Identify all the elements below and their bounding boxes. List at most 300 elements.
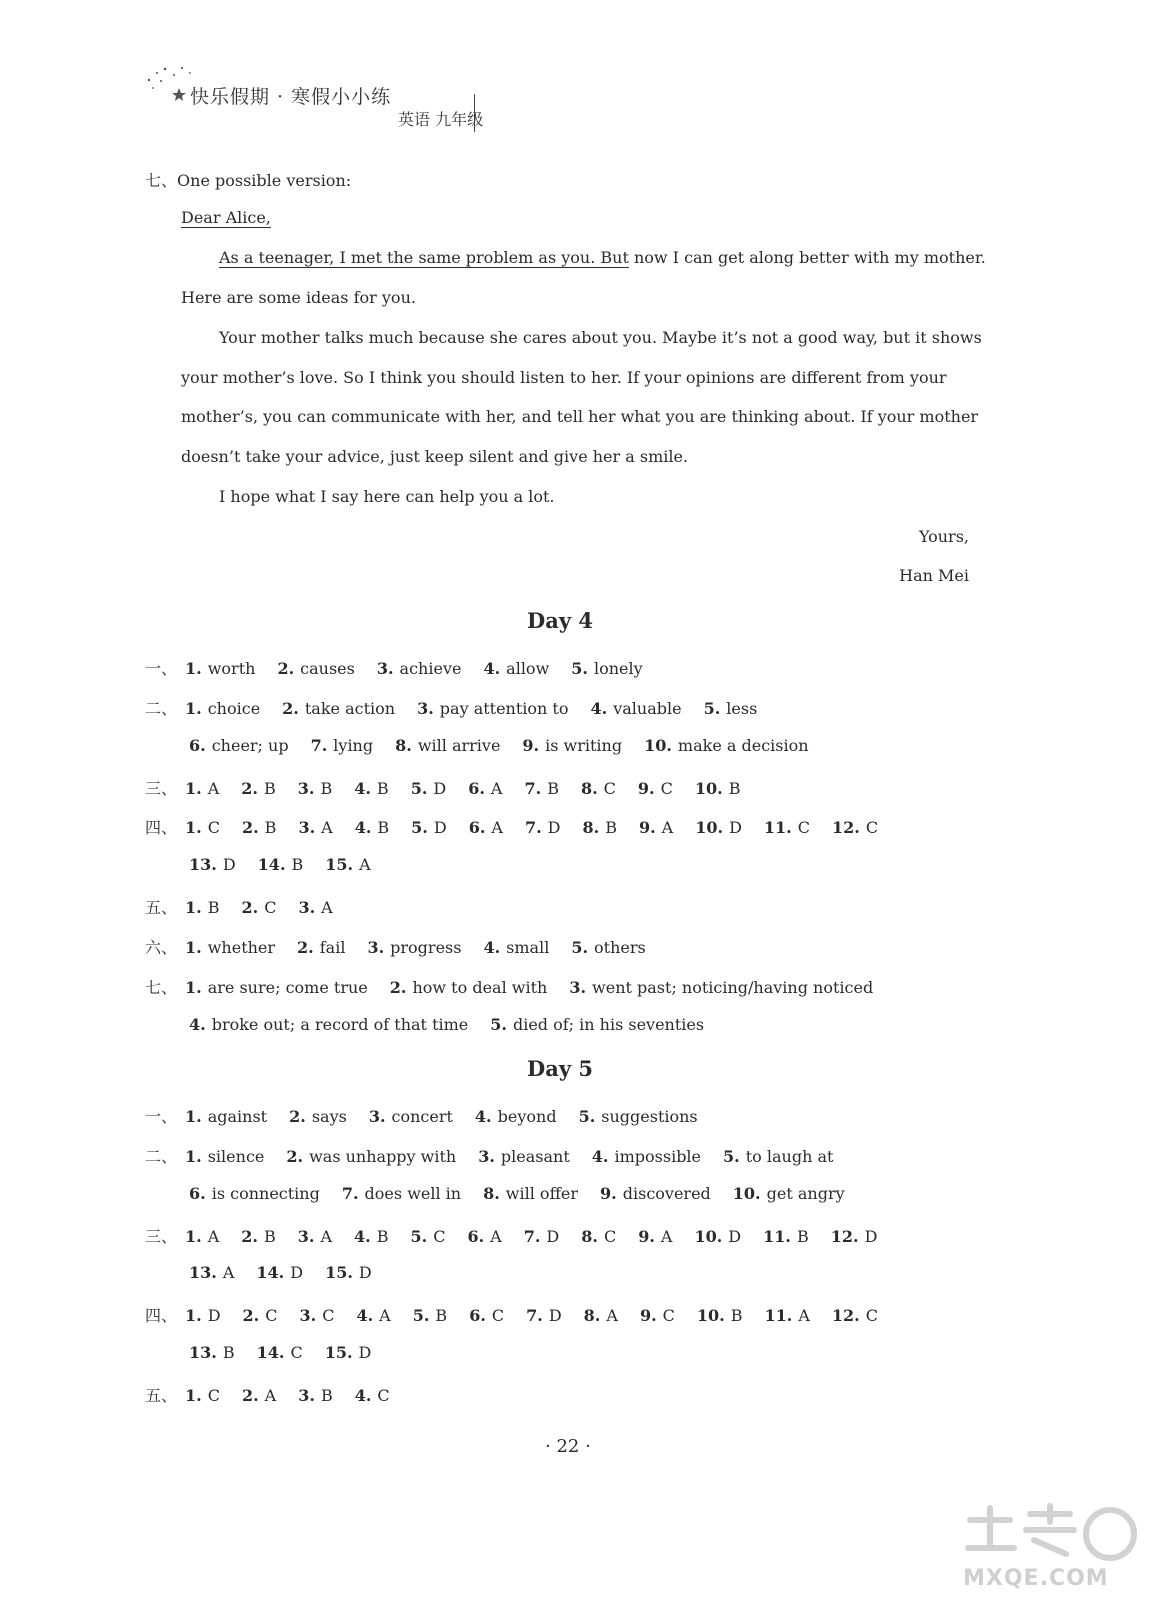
answer-text: pay attention to xyxy=(439,699,569,718)
answer-number: 3. xyxy=(298,818,316,837)
answer-number: 10. xyxy=(644,736,672,755)
answer-text: C xyxy=(603,779,616,798)
answer-item xyxy=(185,1147,264,1166)
answer-item xyxy=(764,818,810,837)
letter-paragraph-2-line-1: Your mother talks much because she cares about you. Maybe it’s not a good way, but it shows xyxy=(219,328,982,347)
answer-text: D xyxy=(728,1227,742,1246)
answer-number: 3. xyxy=(376,659,394,678)
answer-number: 10. xyxy=(694,1227,723,1246)
answer-number: 2. xyxy=(282,699,299,718)
answer-text: D xyxy=(290,1263,304,1282)
answer-number: 4. xyxy=(483,659,501,678)
answer-item xyxy=(395,736,500,755)
answer-row xyxy=(145,895,333,918)
answer-text: A xyxy=(222,1263,235,1282)
answer-text: C xyxy=(603,1227,617,1246)
letter-paragraph-2-line-2: your mother’s love. So I think you should listen to her. If your opinions are different from your xyxy=(181,368,947,387)
answer-text: is writing xyxy=(545,736,623,755)
answer-item xyxy=(311,736,374,755)
answer-item xyxy=(695,779,741,798)
answer-text: B xyxy=(222,1343,235,1362)
answer-number: 7. xyxy=(524,779,542,798)
answer-number: 12. xyxy=(830,1227,859,1246)
answer-text: does well in xyxy=(364,1184,462,1203)
answer-text: will arrive xyxy=(417,736,501,755)
answer-row xyxy=(145,696,757,719)
answer-item xyxy=(277,659,354,678)
answer-number: 13. xyxy=(189,1343,217,1362)
section-label: 四、 xyxy=(145,818,178,837)
answer-text: valuable xyxy=(613,699,682,718)
answer-item xyxy=(694,1227,741,1246)
answer-number: 3. xyxy=(299,1306,317,1325)
answer-text: pleasant xyxy=(500,1147,570,1166)
answer-item xyxy=(242,1386,276,1405)
answer-text: B xyxy=(730,1306,743,1325)
answer-item xyxy=(342,1184,461,1203)
answer-number: 6. xyxy=(468,779,485,798)
answer-item xyxy=(282,699,395,718)
answer-item xyxy=(581,1227,616,1246)
answer-text: choice xyxy=(207,699,261,718)
answer-number: 2. xyxy=(241,1386,259,1405)
answer-row xyxy=(145,975,873,998)
answer-text: A xyxy=(491,818,503,837)
answer-number: 2. xyxy=(286,1147,304,1166)
answer-item xyxy=(185,1227,219,1246)
answer-text: A xyxy=(660,1227,673,1246)
answer-text: C xyxy=(264,898,277,917)
answer-text: C xyxy=(491,1306,505,1325)
answer-text: B xyxy=(263,1227,276,1246)
answer-item xyxy=(763,1227,809,1246)
answer-number: 2. xyxy=(389,978,407,997)
answer-text: died of; in his seventies xyxy=(512,1015,705,1034)
section-label: 一、 xyxy=(145,659,178,678)
answer-number: 1. xyxy=(185,1386,202,1405)
answer-item xyxy=(298,779,332,798)
answer-text: B xyxy=(291,855,304,874)
answer-item xyxy=(298,1227,332,1246)
letter-intro xyxy=(145,168,351,191)
answer-number: 7. xyxy=(310,736,328,755)
answer-number: 14. xyxy=(257,855,286,874)
answer-item xyxy=(483,938,549,957)
answer-number: 5. xyxy=(571,938,589,957)
answer-number: 8. xyxy=(483,1184,500,1203)
answer-number: 3. xyxy=(368,1107,386,1126)
answer-text: D xyxy=(358,1263,372,1282)
section-label: 二、 xyxy=(145,1147,178,1166)
answer-text: C xyxy=(660,779,673,798)
answer-text: B xyxy=(207,898,220,917)
answer-text: achieve xyxy=(399,659,462,678)
answer-text: to laugh at xyxy=(745,1147,834,1166)
answer-item xyxy=(185,898,219,917)
answer-item xyxy=(298,818,332,837)
answer-number: 13. xyxy=(189,855,217,874)
answer-number: 7. xyxy=(526,1306,543,1325)
answer-text: B xyxy=(264,818,277,837)
answer-item xyxy=(369,1107,453,1126)
answer-item xyxy=(522,736,622,755)
answer-number: 5. xyxy=(410,1227,428,1246)
underlined-sentence: As a teenager, I met the same problem as you. But xyxy=(219,248,629,267)
answer-text: small xyxy=(506,938,550,957)
answer-text: allow xyxy=(506,659,550,678)
answer-text: C xyxy=(662,1306,675,1325)
answer-item xyxy=(524,779,558,798)
answer-number: 9. xyxy=(638,1227,655,1246)
answer-item xyxy=(483,659,549,678)
answer-text: get angry xyxy=(766,1184,845,1203)
answer-number: 15. xyxy=(324,1343,353,1362)
answer-number: 14. xyxy=(256,1343,285,1362)
answer-number: 10. xyxy=(695,818,724,837)
answer-number: 13. xyxy=(189,1263,217,1282)
answer-text: D xyxy=(548,1306,562,1325)
answer-number: 1. xyxy=(185,978,202,997)
answer-item xyxy=(483,1184,578,1203)
answer-item xyxy=(354,1227,388,1246)
answer-row xyxy=(145,1303,878,1326)
answer-number: 14. xyxy=(256,1263,285,1282)
answer-item xyxy=(733,1184,845,1203)
answer-number: 3. xyxy=(298,898,316,917)
answer-number: 6. xyxy=(469,1306,486,1325)
answer-number: 2. xyxy=(241,1227,258,1246)
answer-number: 12. xyxy=(832,818,860,837)
answer-item xyxy=(697,1306,743,1325)
answer-number: 9. xyxy=(639,1306,657,1325)
answer-item xyxy=(638,1227,672,1246)
answer-number: 4. xyxy=(474,1107,492,1126)
answer-item xyxy=(411,818,447,837)
answer-text: D xyxy=(547,818,561,837)
answer-text: are sure; come true xyxy=(207,978,368,997)
answer-item xyxy=(325,1263,372,1282)
answer-text: lying xyxy=(333,736,374,755)
section-label: 一、 xyxy=(145,1107,178,1126)
answer-item xyxy=(583,818,617,837)
answer-item xyxy=(584,1306,618,1325)
answer-number: 3. xyxy=(478,1147,495,1166)
answer-item xyxy=(411,779,447,798)
answer-item xyxy=(765,1306,810,1325)
answer-number: 1. xyxy=(185,699,202,718)
answer-item xyxy=(355,818,389,837)
answer-item xyxy=(297,938,345,957)
answer-number: 5. xyxy=(723,1147,740,1166)
answer-number: 8. xyxy=(582,818,600,837)
answer-text: was unhappy with xyxy=(309,1147,457,1166)
answer-text: progress xyxy=(390,938,462,957)
answer-item xyxy=(185,659,255,678)
answer-number: 5. xyxy=(578,1107,596,1126)
header-title: 快乐假期 · 寒假小小练 xyxy=(190,86,392,108)
answer-item xyxy=(831,1227,878,1246)
answer-row xyxy=(189,1184,845,1203)
answer-text: against xyxy=(207,1107,268,1126)
answer-number: 9. xyxy=(600,1184,617,1203)
section-label: 五、 xyxy=(145,1386,178,1405)
answer-item xyxy=(526,1306,562,1325)
answer-number: 2. xyxy=(277,659,295,678)
answer-number: 11. xyxy=(763,1227,791,1246)
answer-text: C xyxy=(433,1227,446,1246)
answer-text: B xyxy=(547,779,559,798)
answer-text: worth xyxy=(207,659,256,678)
answer-number: 7. xyxy=(524,818,542,837)
answer-item xyxy=(241,898,276,917)
answer-number: 2. xyxy=(242,1306,260,1325)
answer-number: 6. xyxy=(189,736,206,755)
answer-text: causes xyxy=(300,659,355,678)
answer-number: 6. xyxy=(467,1227,485,1246)
answer-number: 10. xyxy=(696,1306,725,1325)
answer-item xyxy=(189,1015,468,1034)
answer-number: 2. xyxy=(241,779,258,798)
answer-item xyxy=(695,818,742,837)
answer-text: C xyxy=(207,818,220,837)
answer-item xyxy=(189,736,289,755)
answer-item xyxy=(242,818,276,837)
answer-item xyxy=(185,699,260,718)
answer-item xyxy=(185,1306,221,1325)
answer-item xyxy=(185,1107,267,1126)
answer-text: impossible xyxy=(614,1147,702,1166)
answer-item xyxy=(325,1343,372,1362)
answer-number: 4. xyxy=(356,1306,374,1325)
answer-number: 1. xyxy=(185,779,202,798)
answer-text: A xyxy=(207,1227,220,1246)
answer-item xyxy=(258,855,304,874)
answer-text: A xyxy=(264,1386,277,1405)
letter-paragraph-1-line-1 xyxy=(219,248,986,267)
answer-item xyxy=(469,818,503,837)
answer-number: 3. xyxy=(297,779,315,798)
answer-text: C xyxy=(265,1306,278,1325)
answer-item xyxy=(355,1386,390,1405)
answer-number: 15. xyxy=(325,855,354,874)
answer-text: is connecting xyxy=(211,1184,320,1203)
answer-number: 8. xyxy=(580,779,598,798)
answer-text: D xyxy=(358,1343,372,1362)
answer-item xyxy=(241,1227,275,1246)
answer-item xyxy=(640,1306,675,1325)
answer-number: 4. xyxy=(354,1386,372,1405)
answer-item xyxy=(185,978,368,997)
answer-text: D xyxy=(222,855,236,874)
answer-item xyxy=(581,779,616,798)
answer-text: beyond xyxy=(497,1107,557,1126)
watermark-url: MXQE.COM xyxy=(963,1566,1109,1591)
answer-text: A xyxy=(490,1227,502,1246)
answer-text: C xyxy=(290,1343,303,1362)
answer-text: make a decision xyxy=(677,736,809,755)
answer-text: take action xyxy=(304,699,396,718)
answer-text: whether xyxy=(207,938,276,957)
answer-number: 10. xyxy=(694,779,723,798)
answer-row xyxy=(189,855,371,874)
answer-row xyxy=(145,776,740,799)
section-label: 七、 xyxy=(145,171,178,190)
answer-number: 11. xyxy=(763,818,792,837)
answer-number: 5. xyxy=(410,779,428,798)
answer-number: 1. xyxy=(185,659,202,678)
answer-number: 5. xyxy=(412,1306,430,1325)
letter-paragraph-2-line-4: doesn’t take your advice, just keep silent and give her a smile. xyxy=(181,447,689,466)
answer-text: B xyxy=(796,1227,809,1246)
header-subtitle: 英语 九年级 xyxy=(398,110,484,129)
answer-number: 2. xyxy=(241,898,259,917)
answer-number: 6. xyxy=(468,818,486,837)
answer-item xyxy=(592,1147,701,1166)
answer-item xyxy=(639,818,673,837)
answer-text: A xyxy=(379,1306,391,1325)
paragraph-text: now I can get along better with my mother. xyxy=(628,248,986,267)
answer-item xyxy=(185,1386,220,1405)
answer-text: B xyxy=(376,1227,389,1246)
answer-number: 3. xyxy=(297,1227,315,1246)
answer-number: 12. xyxy=(831,1306,860,1325)
answer-number: 1. xyxy=(185,938,202,957)
answer-number: 5. xyxy=(411,818,428,837)
answer-text: C xyxy=(865,818,879,837)
answer-number: 9. xyxy=(638,818,656,837)
answer-item xyxy=(289,1107,347,1126)
answer-item xyxy=(185,938,275,957)
answer-item xyxy=(571,938,645,957)
answer-item xyxy=(286,1147,456,1166)
answer-text: how to deal with xyxy=(412,978,548,997)
answer-text: D xyxy=(207,1306,221,1325)
answer-item xyxy=(571,659,642,678)
answer-text: B xyxy=(320,779,333,798)
section-label: 四、 xyxy=(145,1306,178,1325)
answer-number: 6. xyxy=(189,1184,206,1203)
answer-row xyxy=(145,1383,390,1406)
answer-number: 4. xyxy=(591,1147,609,1166)
answer-number: 3. xyxy=(569,978,587,997)
answer-number: 11. xyxy=(764,1306,793,1325)
answer-text: A xyxy=(661,818,674,837)
answer-item xyxy=(638,779,673,798)
answer-number: 5. xyxy=(490,1015,507,1034)
section-label: 六、 xyxy=(145,938,178,957)
answer-item xyxy=(524,1227,560,1246)
section-label: 五、 xyxy=(145,898,178,917)
answer-item xyxy=(390,978,548,997)
answer-item xyxy=(644,736,808,755)
answer-item xyxy=(410,1227,445,1246)
answer-number: 1. xyxy=(185,1147,202,1166)
answer-item xyxy=(298,1386,332,1405)
answer-item xyxy=(832,1306,878,1325)
answer-text: broke out; a record of that time xyxy=(211,1015,469,1034)
answer-item xyxy=(704,699,758,718)
letter-greeting: Dear Alice, xyxy=(181,208,271,227)
answer-number: 8. xyxy=(395,736,412,755)
letter-signature: Han Mei xyxy=(899,566,969,585)
answer-text: says xyxy=(311,1107,347,1126)
answer-text: B xyxy=(320,1386,333,1405)
answer-item xyxy=(189,1184,320,1203)
answer-text: concert xyxy=(391,1107,453,1126)
answer-text: suggestions xyxy=(601,1107,698,1126)
day4-title: Day 4 xyxy=(527,608,593,633)
answer-text: will offer xyxy=(505,1184,579,1203)
answer-text: lonely xyxy=(593,659,643,678)
answer-item xyxy=(490,1015,704,1034)
answer-item xyxy=(832,818,878,837)
answer-item xyxy=(413,1306,447,1325)
answer-item xyxy=(723,1147,833,1166)
answer-number: 9. xyxy=(637,779,655,798)
answer-text: silence xyxy=(207,1147,265,1166)
answer-row xyxy=(189,1263,372,1282)
answer-text: B xyxy=(377,818,390,837)
answer-number: 4. xyxy=(354,779,371,798)
answer-row xyxy=(145,656,643,679)
answer-text: D xyxy=(864,1227,878,1246)
section-label: 三、 xyxy=(145,779,178,798)
answer-item xyxy=(256,1263,303,1282)
answer-item xyxy=(579,1107,698,1126)
answer-number: 1. xyxy=(185,1306,202,1325)
answer-row xyxy=(145,935,646,958)
answer-text: D xyxy=(433,779,447,798)
answer-text: discovered xyxy=(622,1184,711,1203)
answer-item xyxy=(469,1306,504,1325)
answer-text: B xyxy=(728,779,741,798)
answer-text: A xyxy=(321,818,333,837)
answer-text: A xyxy=(320,1227,333,1246)
answer-number: 8. xyxy=(583,1306,601,1325)
answer-item xyxy=(475,1107,557,1126)
answer-number: 4. xyxy=(354,818,372,837)
answer-text: C xyxy=(207,1386,220,1405)
answer-item xyxy=(417,699,568,718)
answer-text: D xyxy=(729,818,742,837)
answer-text: A xyxy=(207,779,220,798)
letter-closing: Yours, xyxy=(918,527,969,546)
answer-number: 1. xyxy=(185,1107,202,1126)
answer-item xyxy=(241,779,275,798)
answer-item xyxy=(354,779,388,798)
answer-number: 1. xyxy=(185,1227,202,1246)
answer-item xyxy=(356,1306,390,1325)
answer-item xyxy=(468,779,502,798)
answer-item xyxy=(298,898,332,917)
answer-item xyxy=(478,1147,570,1166)
answer-number: 4. xyxy=(483,938,501,957)
answer-item xyxy=(569,978,873,997)
answer-number: 15. xyxy=(325,1263,353,1282)
answer-row xyxy=(145,1144,833,1167)
answer-number: 1. xyxy=(185,818,202,837)
answer-text: A xyxy=(490,779,503,798)
answer-item xyxy=(189,855,236,874)
answer-item xyxy=(525,818,561,837)
answer-number: 4. xyxy=(590,699,608,718)
answer-text: B xyxy=(263,779,276,798)
answer-text: C xyxy=(377,1386,390,1405)
answer-number: 5. xyxy=(703,699,721,718)
answer-number: 2. xyxy=(241,818,259,837)
answer-item xyxy=(300,1306,335,1325)
answer-text: fail xyxy=(319,938,346,957)
